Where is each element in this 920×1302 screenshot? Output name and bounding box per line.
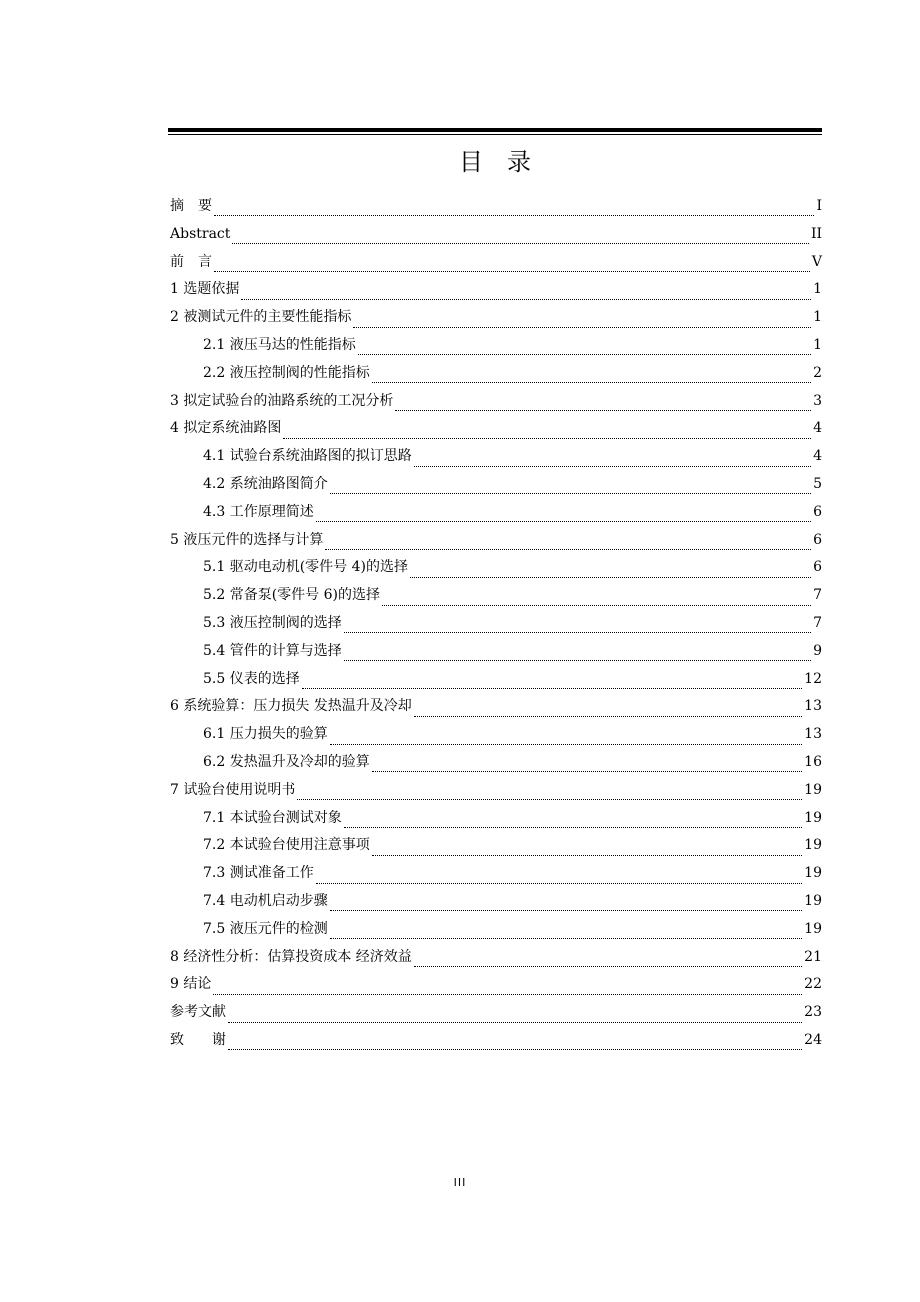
toc-entry[interactable] (170, 971, 822, 999)
toc-entry-page: 4 (813, 420, 822, 437)
toc-dot-leader (330, 894, 802, 911)
toc-entry-label: 6.1 压力损失的验算 (203, 726, 328, 743)
toc-entry-page: 7 (813, 587, 822, 604)
toc-entry-page: 19 (804, 837, 822, 854)
toc-entry-label: 前 言 (170, 253, 212, 270)
toc-entry-page: 3 (813, 392, 822, 409)
toc-entry-page: 9 (813, 642, 822, 659)
toc-entry-page: 16 (804, 753, 822, 770)
toc-entry-label: 9 结论 (170, 976, 212, 993)
toc-entry-label: 4.2 系统油路图简介 (203, 475, 328, 492)
toc-entry-label: 7 试验台使用说明书 (170, 781, 296, 798)
toc-dot-leader (325, 533, 811, 550)
toc-entry-page: 6 (813, 559, 822, 576)
toc-entry-page: 2 (813, 364, 822, 381)
toc-entry[interactable] (170, 360, 822, 388)
toc-dot-leader (316, 867, 802, 884)
header-rule-thin (168, 134, 822, 135)
toc-entry[interactable] (170, 471, 822, 499)
toc-dot-leader (358, 338, 811, 355)
toc-entry-label: 参考文献 (170, 1004, 226, 1021)
toc-dot-leader (228, 1033, 802, 1050)
toc-dot-leader (395, 394, 811, 411)
toc-entry-label: 致 谢 (170, 1031, 226, 1048)
toc-dot-leader (228, 1006, 802, 1023)
toc-entry[interactable] (170, 666, 822, 694)
toc-entry-page: 6 (813, 503, 822, 520)
toc-entry[interactable] (170, 832, 822, 860)
toc-entry-page: 23 (804, 1004, 822, 1021)
toc-entry-page: 19 (804, 781, 822, 798)
toc-entry[interactable] (170, 249, 822, 277)
toc-dot-leader (316, 505, 811, 522)
toc-dot-leader (232, 227, 809, 244)
toc-dot-leader (414, 700, 802, 717)
toc-entry[interactable] (170, 610, 822, 638)
toc-dot-leader (330, 728, 802, 745)
toc-dot-leader (214, 255, 810, 272)
toc-entry-page: V (811, 253, 822, 270)
toc-entry-page: 7 (813, 614, 822, 631)
toc-entry-label: 7.3 测试准备工作 (203, 865, 314, 882)
toc-entry[interactable] (170, 443, 822, 471)
toc-entry-label: 7.5 液压元件的检测 (203, 920, 328, 937)
toc-dot-leader (414, 450, 811, 467)
toc-entry-label: 8 经济性分析：估算投资成本 经济效益 (170, 948, 412, 965)
toc-entry[interactable] (170, 693, 822, 721)
toc-entry[interactable] (170, 582, 822, 610)
toc-title: 目 录 (459, 148, 531, 176)
toc-entry-page: II (810, 225, 822, 242)
toc-entry[interactable] (170, 332, 822, 360)
toc-dot-leader (241, 283, 811, 300)
toc-entry-page: 21 (804, 948, 822, 965)
toc-entry[interactable] (170, 304, 822, 332)
toc-dot-leader (372, 839, 802, 856)
toc-entry-label: 5.3 液压控制阀的选择 (203, 614, 342, 631)
toc-entry-label: 4.1 试验台系统油路图的拟订思路 (203, 448, 412, 465)
toc-dot-leader (382, 589, 811, 606)
toc-dot-leader (372, 366, 811, 383)
toc-entry-page: 24 (804, 1031, 822, 1048)
toc-entry-label: 7.2 本试验台使用注意事项 (203, 837, 370, 854)
toc-dot-leader (302, 672, 802, 689)
toc-dot-leader (214, 199, 814, 216)
toc-entry-label: 4 拟定系统油路图 (170, 420, 282, 437)
toc-dot-leader (213, 978, 802, 995)
toc-entry[interactable] (170, 554, 822, 582)
toc-entry-label: 6.2 发热温升及冷却的验算 (203, 753, 370, 770)
toc-entry-page: 19 (804, 865, 822, 882)
toc-dot-leader (410, 561, 811, 578)
toc-entry-label: 4.3 工作原理简述 (203, 503, 314, 520)
toc-dot-leader (330, 477, 811, 494)
toc-entry[interactable] (170, 527, 822, 555)
toc-entry-label: 7.1 本试验台测试对象 (203, 809, 342, 826)
toc-entry-page: 19 (804, 892, 822, 909)
toc-entry-label: 摘 要 (170, 198, 212, 214)
toc-dot-leader (372, 755, 802, 772)
toc-entry-label: 2 被测试元件的主要性能指标 (170, 309, 352, 326)
toc-entry[interactable] (170, 777, 822, 805)
toc-entry-page: 19 (804, 809, 822, 826)
toc-entry-label: 5.1 驱动电动机(零件号 4)的选择 (203, 559, 408, 576)
toc-entry-page: 13 (804, 698, 822, 715)
toc-entry-label: 1 选题依据 (170, 281, 240, 298)
toc-dot-leader (414, 950, 802, 967)
toc-entry[interactable] (170, 193, 822, 221)
toc-entry-page: 4 (813, 448, 822, 465)
header-rule-thick (168, 128, 822, 132)
toc-dot-leader (344, 616, 811, 633)
toc-entry[interactable] (170, 388, 822, 416)
toc-entry-label: 7.4 电动机启动步骤 (203, 892, 328, 909)
toc-dot-leader (344, 644, 811, 661)
toc-entry-page: I (816, 198, 822, 214)
toc-entry-label: 5.2 常备泵(零件号 6)的选择 (203, 587, 380, 604)
page-number-footer: III (453, 1176, 467, 1189)
toc-entry[interactable] (170, 999, 822, 1027)
toc-entry[interactable] (170, 888, 822, 916)
toc-entry[interactable] (170, 721, 822, 749)
toc-dot-leader (330, 922, 802, 939)
toc-entry[interactable] (170, 415, 822, 443)
toc-dot-leader (283, 422, 811, 439)
toc-entry-label: 5 液压元件的选择与计算 (170, 531, 324, 548)
toc-entry-page: 6 (813, 531, 822, 548)
toc-entry-label: Abstract (170, 225, 231, 242)
toc-entry-page: 1 (813, 309, 822, 326)
toc-entry[interactable] (170, 276, 822, 304)
toc-entry[interactable] (170, 221, 822, 249)
toc-entry-page: 1 (813, 281, 822, 298)
toc-entry-label: 3 拟定试验台的油路系统的工况分析 (170, 392, 394, 409)
toc-dot-leader (353, 311, 811, 328)
toc-entry[interactable] (170, 860, 822, 888)
toc-entry-page: 1 (813, 336, 822, 353)
toc-entry[interactable] (170, 1027, 822, 1055)
toc-dot-leader (297, 783, 802, 800)
toc-entry-page: 13 (804, 726, 822, 743)
toc-entry[interactable] (170, 638, 822, 666)
toc-entry-page: 19 (804, 920, 822, 937)
table-of-contents (170, 193, 822, 1055)
toc-dot-leader (344, 811, 802, 828)
toc-entry-label: 2.2 液压控制阀的性能指标 (203, 364, 370, 381)
toc-entry-page: 22 (804, 976, 822, 993)
toc-entry[interactable] (170, 749, 822, 777)
toc-entry-label: 6 系统验算：压力损失 发热温升及冷却 (170, 698, 412, 715)
toc-entry-label: 5.5 仪表的选择 (203, 670, 300, 687)
toc-entry[interactable] (170, 805, 822, 833)
toc-entry[interactable] (170, 499, 822, 527)
toc-entry-page: 12 (804, 670, 822, 687)
toc-entry-label: 5.4 管件的计算与选择 (203, 642, 342, 659)
toc-entry-label: 2.1 液压马达的性能指标 (203, 336, 356, 353)
toc-entry-page: 5 (813, 475, 822, 492)
toc-entry[interactable] (170, 944, 822, 972)
toc-entry[interactable] (170, 916, 822, 944)
